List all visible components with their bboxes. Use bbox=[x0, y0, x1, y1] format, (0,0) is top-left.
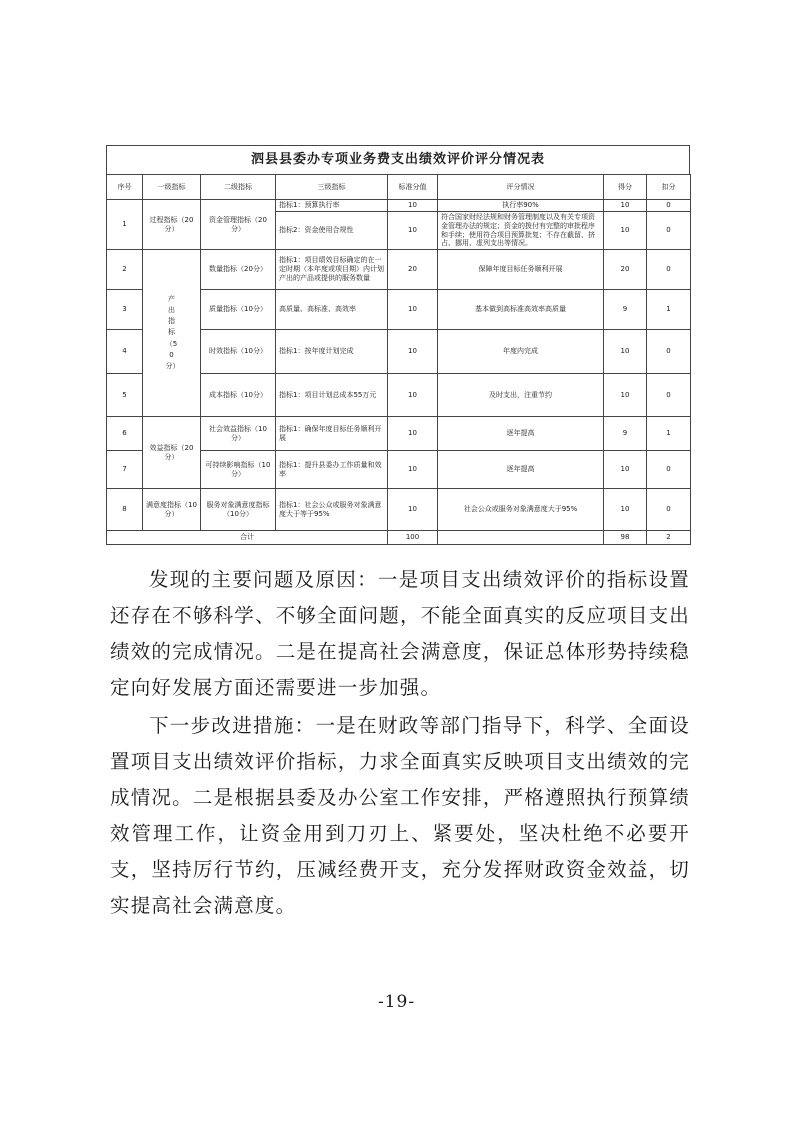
cell-standard: 10 bbox=[388, 200, 438, 212]
header-no: 序号 bbox=[107, 175, 143, 200]
cell-evaluation: 符合国家财经法规和财务管理制度以及有关专项资金管理办法的规定；资金的拨付有完整的审批程序和手续；使用符合项目预算批复；不存在截留、挤占、挪用、虚列支出等情况。 bbox=[438, 212, 604, 250]
header-level1: 一级指标 bbox=[143, 175, 201, 200]
table-title: 泗县县委办专项业务费支出绩效评价评分情况表 bbox=[106, 145, 690, 174]
cell-no: 3 bbox=[107, 290, 143, 330]
cell-standard: 10 bbox=[388, 330, 438, 374]
cell-score: 10 bbox=[604, 330, 647, 374]
cell-score: 20 bbox=[604, 250, 647, 290]
cell-evaluation: 及时支出，注重节约 bbox=[438, 374, 604, 417]
cell-level2: 社会效益指标（10分） bbox=[201, 417, 276, 451]
evaluation-score-table bbox=[106, 174, 691, 545]
cell-score: 10 bbox=[604, 451, 647, 489]
cell-deduct: 0 bbox=[647, 489, 691, 531]
header-deduct: 扣分 bbox=[647, 175, 691, 200]
cell-level2: 数量指标（20分） bbox=[201, 250, 276, 290]
cell-level3: 高质量、高标准、高效率 bbox=[276, 290, 388, 330]
cell-deduct: 0 bbox=[647, 250, 691, 290]
cell-evaluation: 基本做到高标准高效率高质量 bbox=[438, 290, 604, 330]
evaluation-table-container bbox=[106, 145, 690, 545]
cell-level2: 成本指标（10分） bbox=[201, 374, 276, 417]
table-row bbox=[107, 250, 691, 290]
cell-standard: 10 bbox=[388, 212, 438, 250]
paragraph-improvements: 下一步改进措施：一是在财政等部门指导下，科学、全面设置项目支出绩效评价指标，力求全面真实反映项目支出绩效的完成情况。二是根据县委及办公室工作安排，严格遵照执行预算绩效管理工作，让资金用到刀刃上、紧要处，坚决杜绝不必要开支，坚持厉行节约，压减经费开支，充分发挥财政资金效益，切实提高社会满意度。 bbox=[110, 714, 690, 917]
table-row bbox=[107, 417, 691, 451]
cell-no: 2 bbox=[107, 250, 143, 290]
cell-deduct: 0 bbox=[647, 200, 691, 212]
cell-score: 10 bbox=[604, 374, 647, 417]
table-row bbox=[107, 489, 691, 531]
header-standard: 标准分值 bbox=[388, 175, 438, 200]
cell-evaluation: 逐年提高 bbox=[438, 417, 604, 451]
cell-standard: 10 bbox=[388, 417, 438, 451]
cell-level1-vertical: 产出指标（50分） bbox=[165, 294, 180, 370]
header-evaluation: 评分情况 bbox=[438, 175, 604, 200]
cell-evaluation: 保障年度目标任务顺利开展 bbox=[438, 250, 604, 290]
cell-deduct: 0 bbox=[647, 212, 691, 250]
cell-standard: 10 bbox=[388, 489, 438, 531]
cell-level2: 可持续影响指标（10分） bbox=[201, 451, 276, 489]
cell-level2: 资金管理指标（20分） bbox=[201, 200, 276, 250]
cell-level1-output bbox=[143, 250, 201, 417]
cell-score: 10 bbox=[604, 200, 647, 212]
table-header-row bbox=[107, 175, 691, 200]
cell-deduct: 0 bbox=[647, 374, 691, 417]
cell-evaluation: 逐年提高 bbox=[438, 451, 604, 489]
cell-level2: 时效指标（10分） bbox=[201, 330, 276, 374]
total-evaluation-empty bbox=[438, 531, 604, 545]
cell-standard: 20 bbox=[388, 250, 438, 290]
table-total-row bbox=[107, 531, 691, 545]
cell-level3: 指标1：预算执行率 bbox=[276, 200, 388, 212]
header-score: 得分 bbox=[604, 175, 647, 200]
cell-standard: 10 bbox=[388, 451, 438, 489]
cell-level2: 质量指标（10分） bbox=[201, 290, 276, 330]
cell-level3: 指标1：确保年度目标任务顺利开展 bbox=[276, 417, 388, 451]
cell-score: 10 bbox=[604, 489, 647, 531]
paragraph-problems: 发现的主要问题及原因：一是项目支出绩效评价的指标设置还存在不够科学、不够全面问题，不能全面真实的反应项目支出绩效的完成情况。二是在提高社会满意度，保证总体形势持续稳定向好发展方面还需要进一步加强。 bbox=[110, 568, 690, 699]
cell-level3: 指标1：提升县委办工作质量和效率 bbox=[276, 451, 388, 489]
total-label: 合计 bbox=[107, 531, 388, 545]
cell-level3: 指标1：项目绩效目标确定的在一定时期（本年度或项目期）内计划产出的产品或提供的服务数量 bbox=[276, 250, 388, 290]
total-deduct: 2 bbox=[647, 531, 691, 545]
total-score: 98 bbox=[604, 531, 647, 545]
page-number: -19- bbox=[377, 992, 416, 1012]
cell-level2: 服务对象满意度指标（10分） bbox=[201, 489, 276, 531]
cell-no: 4 bbox=[107, 330, 143, 374]
cell-level3: 指标1：按年度计划完成 bbox=[276, 330, 388, 374]
cell-standard: 10 bbox=[388, 290, 438, 330]
cell-deduct: 0 bbox=[647, 451, 691, 489]
cell-level1: 效益指标（20分） bbox=[143, 417, 201, 489]
cell-no: 8 bbox=[107, 489, 143, 531]
cell-score: 9 bbox=[604, 417, 647, 451]
cell-no: 1 bbox=[107, 200, 143, 250]
total-standard: 100 bbox=[388, 531, 438, 545]
cell-deduct: 1 bbox=[647, 290, 691, 330]
cell-evaluation: 社会公众或服务对象满意度大于95% bbox=[438, 489, 604, 531]
cell-level3: 指标2：资金使用合规性 bbox=[276, 212, 388, 250]
cell-evaluation: 执行率90% bbox=[438, 200, 604, 212]
cell-score: 9 bbox=[604, 290, 647, 330]
cell-level1: 过程指标（20分） bbox=[143, 200, 201, 250]
cell-level1: 满意度指标（10分） bbox=[143, 489, 201, 531]
cell-deduct: 1 bbox=[647, 417, 691, 451]
cell-score: 10 bbox=[604, 212, 647, 250]
cell-level3: 指标1：社会公众或服务对象满意度大于等于95% bbox=[276, 489, 388, 531]
header-level3: 三级指标 bbox=[276, 175, 388, 200]
cell-no: 5 bbox=[107, 374, 143, 417]
cell-no: 7 bbox=[107, 451, 143, 489]
cell-level3: 指标1：项目计划总成本55万元 bbox=[276, 374, 388, 417]
cell-evaluation: 年度内完成 bbox=[438, 330, 604, 374]
table-row bbox=[107, 200, 691, 212]
cell-no: 6 bbox=[107, 417, 143, 451]
header-level2: 二级指标 bbox=[201, 175, 276, 200]
cell-deduct: 0 bbox=[647, 330, 691, 374]
cell-standard: 10 bbox=[388, 374, 438, 417]
